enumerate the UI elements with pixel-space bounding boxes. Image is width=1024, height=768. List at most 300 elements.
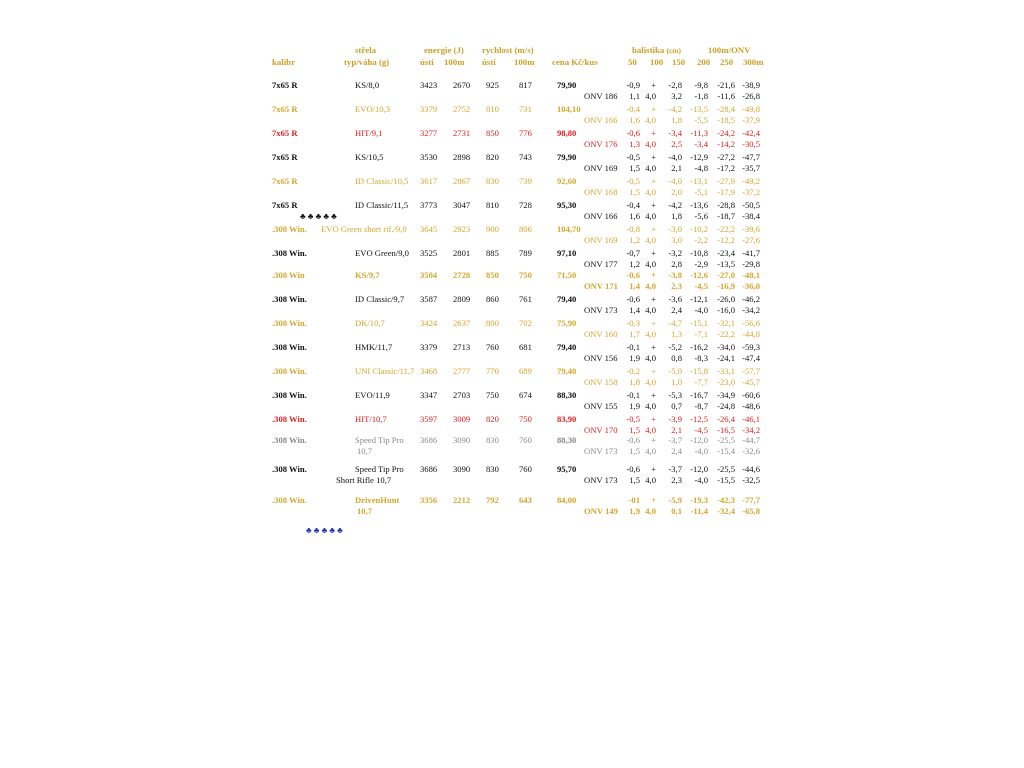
row-ballistics-onv-2: 3,0	[671, 235, 682, 245]
row-calibre: .308 Win.	[272, 390, 307, 400]
row-bullet-type: ID Classic/11,5	[355, 200, 409, 210]
row-ballistics-onv-2: 2,4	[671, 305, 682, 315]
row-energy-muzzle: 3773	[420, 200, 438, 210]
row-ballistics-onv-1: 4,0	[645, 187, 656, 197]
row-ballistics-2: -3,6	[668, 294, 682, 304]
row-ballistics-1: +	[651, 495, 656, 505]
row-ballistics-1: +	[651, 80, 656, 90]
row-velocity-muzzle: 830	[486, 464, 499, 474]
row-onv: ONV 176	[584, 139, 618, 149]
row-ballistics-onv-3: -4,0	[694, 446, 708, 456]
row-ballistics-onv-3: -2,9	[694, 259, 708, 269]
row-ballistics-onv-1: 4,0	[645, 163, 656, 173]
row-ballistics-3: -16,7	[690, 390, 708, 400]
row-ballistics-3: -13,1	[690, 176, 708, 186]
row-ballistics-1: +	[651, 270, 656, 280]
row-velocity-100m: 743	[519, 152, 532, 162]
header-balistika	[632, 45, 681, 56]
row-ballistics-4: -28,8	[717, 200, 735, 210]
header-b200: 200	[697, 57, 711, 67]
row-ballistics-0: -0,1	[626, 390, 640, 400]
row-ballistics-3: -12,0	[690, 435, 708, 445]
row-ballistics-onv-0: 1,7	[629, 329, 640, 339]
row-velocity-muzzle: 810	[486, 200, 499, 210]
row-ballistics-5: -60,6	[742, 390, 760, 400]
row-ballistics-5: -49,8	[742, 104, 760, 114]
row-onv: ONV 149	[584, 506, 618, 516]
row-bullet-type: EVO/11,9	[355, 390, 390, 400]
row-ballistics-onv-3: -4,8	[694, 163, 708, 173]
header-kalibr: kalibr	[272, 57, 295, 67]
row-ballistics-onv-0: 1,9	[629, 401, 640, 411]
row-ballistics-onv-4: -18,7	[717, 211, 735, 221]
row-ballistics-onv-3: -4,5	[694, 281, 708, 291]
row-onv: ONV 177	[584, 259, 618, 269]
clubs-marker-bottom: ♣ ♣ ♣ ♣ ♣	[306, 525, 343, 535]
row-bullet-type: UNI Classic/11,7	[355, 366, 415, 376]
row-ballistics-onv-1: 4,0	[645, 329, 656, 339]
row-ballistics-onv-5: -32,5	[742, 475, 760, 485]
row-ballistics-onv-0: 1,2	[629, 235, 640, 245]
row-ballistics-onv-2: 2,1	[671, 425, 682, 435]
row-energy-100m: 2728	[453, 270, 471, 280]
row-energy-100m: 3047	[453, 200, 471, 210]
row-ballistics-onv-3: -7,1	[694, 329, 708, 339]
row-velocity-100m: 702	[519, 318, 532, 328]
row-ballistics-0: -01	[628, 495, 640, 505]
row-ballistics-1: +	[651, 366, 656, 376]
row-bullet-type: KS/10,5	[355, 152, 384, 162]
row-price: 98,80	[557, 128, 577, 138]
row-energy-muzzle: 3530	[420, 152, 438, 162]
row-velocity-muzzle: 770	[486, 366, 499, 376]
row-ballistics-onv-0: 1,5	[629, 163, 640, 173]
row-ballistics-onv-0: 1,6	[629, 211, 640, 221]
row-ballistics-1: +	[651, 200, 656, 210]
row-ballistics-onv-3: -4,0	[694, 475, 708, 485]
row-ballistics-3: -12,0	[690, 464, 708, 474]
row-ballistics-2: -5,0	[668, 366, 682, 376]
row-calibre: 7x65 R	[272, 176, 298, 186]
row-ballistics-onv-1: 4,0	[645, 259, 656, 269]
row-ballistics-onv-3: -8,7	[694, 401, 708, 411]
row-ballistics-onv-2: 2,5	[671, 139, 682, 149]
row-ballistics-3: -12,5	[690, 414, 708, 424]
row-ballistics-onv-4: -16,9	[717, 281, 735, 291]
header-b250: 250	[720, 57, 734, 67]
row-ballistics-onv-3: -8,3	[694, 353, 708, 363]
row-energy-muzzle: 3504	[420, 270, 438, 280]
row-energy-muzzle: 3597	[420, 414, 438, 424]
row-ballistics-4: -32,1	[717, 318, 735, 328]
row-velocity-100m: 817	[519, 80, 532, 90]
row-ballistics-onv-1: 4,0	[645, 139, 656, 149]
row-energy-muzzle: 3423	[420, 80, 438, 90]
row-ballistics-0: -0,1	[626, 342, 640, 352]
row-ballistics-0: -0,5	[626, 414, 640, 424]
row-ballistics-onv-3: -3,4	[694, 139, 708, 149]
row-ballistics-2: -3,0	[668, 224, 682, 234]
row-ballistics-3: -15,1	[690, 318, 708, 328]
row-price: 71,50	[557, 270, 577, 280]
row-price: 88,30	[557, 390, 577, 400]
row-ballistics-1: +	[651, 342, 656, 352]
row-ballistics-1: +	[651, 152, 656, 162]
row-bullet-type: HIT/9,1	[355, 128, 383, 138]
row-velocity-muzzle: 860	[486, 294, 499, 304]
row-calibre: .308 Win	[272, 270, 305, 280]
row-ballistics-0: -0,6	[626, 294, 640, 304]
row-ballistics-3: -10,2	[690, 224, 708, 234]
row-ballistics-onv-2: 0,7	[671, 401, 682, 411]
row-ballistics-onv-4: -16,0	[717, 305, 735, 315]
row-velocity-muzzle: 750	[486, 390, 499, 400]
row-ballistics-1: +	[651, 248, 656, 258]
row-ballistics-onv-2: 2,0	[671, 187, 682, 197]
row-ballistics-3: -11,3	[690, 128, 708, 138]
row-energy-100m: 2670	[453, 80, 471, 90]
row-ballistics-onv-0: 1,8	[629, 377, 640, 387]
row-ballistics-4: -27,0	[717, 270, 735, 280]
row-onv: ONV 170	[584, 425, 618, 435]
row-ballistics-0: -0,6	[626, 128, 640, 138]
row-energy-muzzle: 3356	[420, 495, 438, 505]
header-strela: střela	[355, 45, 377, 55]
row-ballistics-2: -4,7	[668, 318, 682, 328]
row-price: 88,30	[557, 435, 577, 445]
row-ballistics-2: -3,4	[668, 128, 682, 138]
row-ballistics-3: -16,2	[690, 342, 708, 352]
row-energy-100m: 2752	[453, 104, 471, 114]
row-energy-muzzle: 3379	[420, 104, 438, 114]
clubs-marker-middle: ♣ ♣ ♣ ♣ ♣	[300, 211, 337, 221]
row-bullet-type: EVO Green/9,0	[355, 248, 409, 258]
row-onv: ONV 173	[584, 446, 618, 456]
row-ballistics-5: -59,3	[742, 342, 760, 352]
row-velocity-100m: 674	[519, 390, 532, 400]
row-ballistics-0: -0,7	[626, 248, 640, 258]
row-ballistics-onv-5: -27,6	[742, 235, 760, 245]
row-ballistics-5: -41,7	[742, 248, 760, 258]
row-ballistics-5: -57,7	[742, 366, 760, 376]
header-b150: 150	[672, 57, 686, 67]
row-ballistics-onv-4: -13,5	[717, 259, 735, 269]
row-velocity-100m: 643	[519, 495, 532, 505]
row-energy-muzzle: 3424	[420, 318, 438, 328]
row-ballistics-4: -26,4	[717, 414, 735, 424]
row-ballistics-5: -44,6	[742, 464, 760, 474]
header-energie-100m: 100m	[444, 57, 465, 67]
row-ballistics-2: -3,7	[668, 435, 682, 445]
row-ballistics-4: -21,6	[717, 80, 735, 90]
row-ballistics-onv-0: 1,6	[629, 115, 640, 125]
row-velocity-100m: 760	[519, 435, 532, 445]
row-ballistics-onv-4: -18,5	[717, 115, 735, 125]
row-ballistics-3: -19,3	[690, 495, 708, 505]
row-energy-muzzle: 3686	[420, 435, 438, 445]
row-velocity-muzzle: 760	[486, 342, 499, 352]
row-ballistics-0: -0,5	[626, 176, 640, 186]
row-ballistics-1: +	[651, 104, 656, 114]
row-ballistics-1: +	[651, 318, 656, 328]
row-ballistics-3: -12,6	[690, 270, 708, 280]
row-ballistics-5: -49,2	[742, 176, 760, 186]
row-ballistics-2: -3,2	[668, 248, 682, 258]
row-price: 95,70	[557, 464, 577, 474]
row-energy-100m: 2212	[453, 495, 471, 505]
row-velocity-muzzle: 850	[486, 270, 499, 280]
row-bullet-type-weight: 10,7	[357, 506, 373, 516]
row-energy-muzzle: 3617	[420, 176, 438, 186]
row-ballistics-onv-0: 1,5	[629, 475, 640, 485]
row-ballistics-onv-5: -35,7	[742, 163, 760, 173]
row-ballistics-onv-5: -38,4	[742, 211, 760, 221]
row-velocity-100m: 728	[519, 200, 532, 210]
row-ballistics-onv-2: 2,1	[671, 163, 682, 173]
row-ballistics-2: -2,8	[668, 80, 682, 90]
row-energy-muzzle: 3686	[420, 464, 438, 474]
row-ballistics-onv-1: 4,0	[645, 281, 656, 291]
row-ballistics-1: +	[651, 414, 656, 424]
row-ballistics-onv-0: 1,1	[629, 91, 640, 101]
row-ballistics-onv-3: -7,7	[694, 377, 708, 387]
header-b100: 100	[650, 57, 664, 67]
row-velocity-muzzle: 925	[486, 80, 499, 90]
row-velocity-100m: 731	[519, 104, 532, 114]
row-ballistics-onv-5: -29,8	[742, 259, 760, 269]
row-onv: ONV 168	[584, 187, 618, 197]
row-ballistics-onv-2: 3,2	[671, 91, 682, 101]
row-ballistics-0: -0,2	[626, 366, 640, 376]
row-ballistics-onv-2: 1,3	[671, 329, 682, 339]
row-energy-100m: 2731	[453, 128, 471, 138]
row-calibre: 7x65 R	[272, 104, 298, 114]
row-ballistics-4: -24,2	[717, 128, 735, 138]
row-ballistics-onv-5: -65,8	[742, 506, 760, 516]
row-energy-100m: 2809	[453, 294, 471, 304]
header-energie-usti: ústí	[420, 57, 434, 67]
row-onv: ONV 169	[584, 163, 618, 173]
row-ballistics-onv-1: 4,0	[645, 401, 656, 411]
row-ballistics-5: -47,7	[742, 152, 760, 162]
row-ballistics-onv-5: -37,9	[742, 115, 760, 125]
row-velocity-muzzle: 820	[486, 152, 499, 162]
row-ballistics-onv-4: -22,2	[717, 329, 735, 339]
row-ballistics-onv-2: 0,1	[671, 506, 682, 516]
row-onv: ONV 166	[584, 211, 618, 221]
row-ballistics-5: -50,5	[742, 200, 760, 210]
row-velocity-muzzle: 830	[486, 176, 499, 186]
row-ballistics-4: -34,0	[717, 342, 735, 352]
row-ballistics-1: +	[651, 294, 656, 304]
row-velocity-100m: 681	[519, 342, 532, 352]
row-ballistics-2: -4,0	[668, 176, 682, 186]
row-energy-100m: 2923	[453, 224, 471, 234]
row-bullet-type: Speed Tip Pro	[355, 435, 404, 445]
row-calibre: 7x65 R	[272, 152, 298, 162]
row-ballistics-onv-4: -17,2	[717, 163, 735, 173]
row-ballistics-onv-1: 4,0	[645, 211, 656, 221]
row-ballistics-onv-1: 4,0	[645, 353, 656, 363]
row-price: 79,90	[557, 80, 577, 90]
row-bullet-type: KS/8,0	[355, 80, 380, 90]
row-ballistics-1: +	[651, 128, 656, 138]
row-price: 84,00	[557, 495, 577, 505]
row-ballistics-4: -33,1	[717, 366, 735, 376]
row-ballistics-0: -0,6	[626, 464, 640, 474]
row-price: 75,90	[557, 318, 577, 328]
row-price: 95,30	[557, 200, 577, 210]
row-ballistics-5: -77,7	[742, 495, 760, 505]
row-velocity-muzzle: 810	[486, 104, 499, 114]
row-ballistics-2: -4,2	[668, 200, 682, 210]
row-energy-100m: 3009	[453, 414, 471, 424]
row-price: 83,90	[557, 414, 577, 424]
row-ballistics-onv-1: 4,0	[645, 377, 656, 387]
row-ballistics-2: -3,8	[668, 270, 682, 280]
row-ballistics-onv-5: -32,6	[742, 446, 760, 456]
row-ballistics-onv-0: 1,5	[629, 425, 640, 435]
row-bullet-type-weight: Short Rifle 10,7	[336, 475, 392, 485]
row-ballistics-onv-2: 2,8	[671, 259, 682, 269]
row-ballistics-onv-1: 4,0	[645, 446, 656, 456]
row-price: 97,10	[557, 248, 577, 258]
row-ballistics-4: -42,3	[717, 495, 735, 505]
row-velocity-muzzle: 850	[486, 128, 499, 138]
row-ballistics-2: -4,0	[668, 152, 682, 162]
header-b300: 300m	[743, 57, 764, 67]
row-ballistics-onv-5: -45,7	[742, 377, 760, 387]
row-ballistics-2: -3,9	[668, 414, 682, 424]
row-ballistics-0: -0,6	[626, 270, 640, 280]
row-ballistics-3: -10,8	[690, 248, 708, 258]
row-ballistics-onv-1: 4,0	[645, 305, 656, 315]
row-ballistics-onv-5: -30,5	[742, 139, 760, 149]
header-energie: energie (J)	[424, 45, 464, 55]
row-ballistics-onv-0: 1,3	[629, 139, 640, 149]
row-ballistics-3: -12,1	[690, 294, 708, 304]
row-bullet-type: ID Classic/10,5	[355, 176, 409, 186]
header-rychlost-usti: ústí	[482, 57, 496, 67]
row-ballistics-onv-2: 0,8	[671, 353, 682, 363]
row-ballistics-onv-3: -4,0	[694, 305, 708, 315]
row-ballistics-onv-2: 2,3	[671, 281, 682, 291]
row-ballistics-0: -0,8	[626, 224, 640, 234]
row-velocity-100m: 739	[519, 176, 532, 186]
row-energy-muzzle: 3347	[420, 390, 438, 400]
row-onv: ONV 160	[584, 329, 618, 339]
row-calibre: .308 Win.	[272, 435, 307, 445]
row-onv: ONV 186	[584, 91, 618, 101]
row-ballistics-onv-5: -48,6	[742, 401, 760, 411]
header-cena: cena Kč/kus	[552, 57, 598, 67]
row-energy-muzzle: 3277	[420, 128, 438, 138]
row-energy-100m: 2637	[453, 318, 471, 328]
row-energy-muzzle: 3525	[420, 248, 438, 258]
row-ballistics-onv-3: -5,6	[694, 211, 708, 221]
row-ballistics-4: -23,4	[717, 248, 735, 258]
row-bullet-type: HMK/11,7	[355, 342, 393, 352]
row-energy-100m: 3090	[453, 435, 471, 445]
row-calibre: 7x65 R	[272, 200, 298, 210]
row-price: 79,40	[557, 366, 577, 376]
row-ballistics-onv-4: -15,4	[717, 446, 735, 456]
header-rychlost: rychlost (m/s)	[482, 45, 534, 55]
header-onv: 100m/ONV	[708, 45, 751, 55]
row-ballistics-0: -0,5	[626, 152, 640, 162]
row-ballistics-3: -13,5	[690, 104, 708, 114]
row-price: 104,10	[557, 104, 581, 114]
row-price: 79,40	[557, 342, 577, 352]
row-bullet-type: HIT/10,7	[355, 414, 387, 424]
row-energy-100m: 2703	[453, 390, 471, 400]
row-velocity-muzzle: 800	[486, 318, 499, 328]
row-ballistics-3: -13,6	[690, 200, 708, 210]
row-ballistics-onv-5: -44,8	[742, 329, 760, 339]
row-ballistics-5: -56,6	[742, 318, 760, 328]
row-ballistics-onv-4: -23,0	[717, 377, 735, 387]
row-calibre: .308 Win.	[272, 248, 307, 258]
row-ballistics-onv-2: 1,8	[671, 211, 682, 221]
row-ballistics-2: -4,2	[668, 104, 682, 114]
row-ballistics-onv-5: -36,0	[742, 281, 760, 291]
row-ballistics-5: -46,2	[742, 294, 760, 304]
row-ballistics-0: -0,3	[626, 318, 640, 328]
row-ballistics-onv-4: -24,1	[717, 353, 735, 363]
row-energy-muzzle: 3645	[420, 224, 438, 234]
row-ballistics-4: -27,9	[717, 176, 735, 186]
row-velocity-muzzle: 830	[486, 435, 499, 445]
row-calibre: .308 Win.	[272, 318, 307, 328]
header-typ: typ/váha (g)	[344, 57, 390, 67]
row-calibre: 7x65 R	[272, 128, 298, 138]
row-velocity-100m: 761	[519, 294, 532, 304]
row-ballistics-onv-3: -5,5	[694, 115, 708, 125]
row-calibre: .308 Win.	[272, 342, 307, 352]
row-onv: ONV 173	[584, 475, 618, 485]
row-velocity-muzzle: 885	[486, 248, 499, 258]
row-ballistics-onv-1: 4,0	[645, 425, 656, 435]
row-bullet-type: DrivenHunt	[355, 495, 400, 505]
row-velocity-muzzle: 820	[486, 414, 499, 424]
row-ballistics-onv-1: 4,0	[645, 91, 656, 101]
row-ballistics-1: +	[651, 464, 656, 474]
row-energy-100m: 2867	[453, 176, 471, 186]
row-ballistics-3: -12,9	[690, 152, 708, 162]
row-ballistics-onv-4: -12,2	[717, 235, 735, 245]
row-price: 104,70	[557, 224, 581, 234]
row-energy-100m: 3090	[453, 464, 471, 474]
row-ballistics-5: -48,1	[742, 270, 760, 280]
row-onv: ONV 156	[584, 353, 618, 363]
row-bullet-type: EVO/10,3	[355, 104, 391, 114]
row-energy-muzzle: 3379	[420, 342, 438, 352]
row-ballistics-0: -0,4	[626, 200, 640, 210]
row-ballistics-onv-1: 4,0	[645, 506, 656, 516]
row-ballistics-4: -22,2	[717, 224, 735, 234]
row-energy-muzzle: 3587	[420, 294, 438, 304]
row-bullet-type: KS/9,7	[355, 270, 380, 280]
row-ballistics-onv-3: -11,4	[690, 506, 708, 516]
row-ballistics-onv-5: -47,4	[742, 353, 760, 363]
row-ballistics-onv-4: -17,9	[717, 187, 735, 197]
row-ballistics-2: -5,9	[668, 495, 682, 505]
row-ballistics-onv-4: -16,5	[717, 425, 735, 435]
row-ballistics-5: -46,1	[742, 414, 760, 424]
row-velocity-100m: 776	[519, 128, 532, 138]
row-bullet-type: ID Classic/9,7	[355, 294, 405, 304]
row-ballistics-1: +	[651, 390, 656, 400]
